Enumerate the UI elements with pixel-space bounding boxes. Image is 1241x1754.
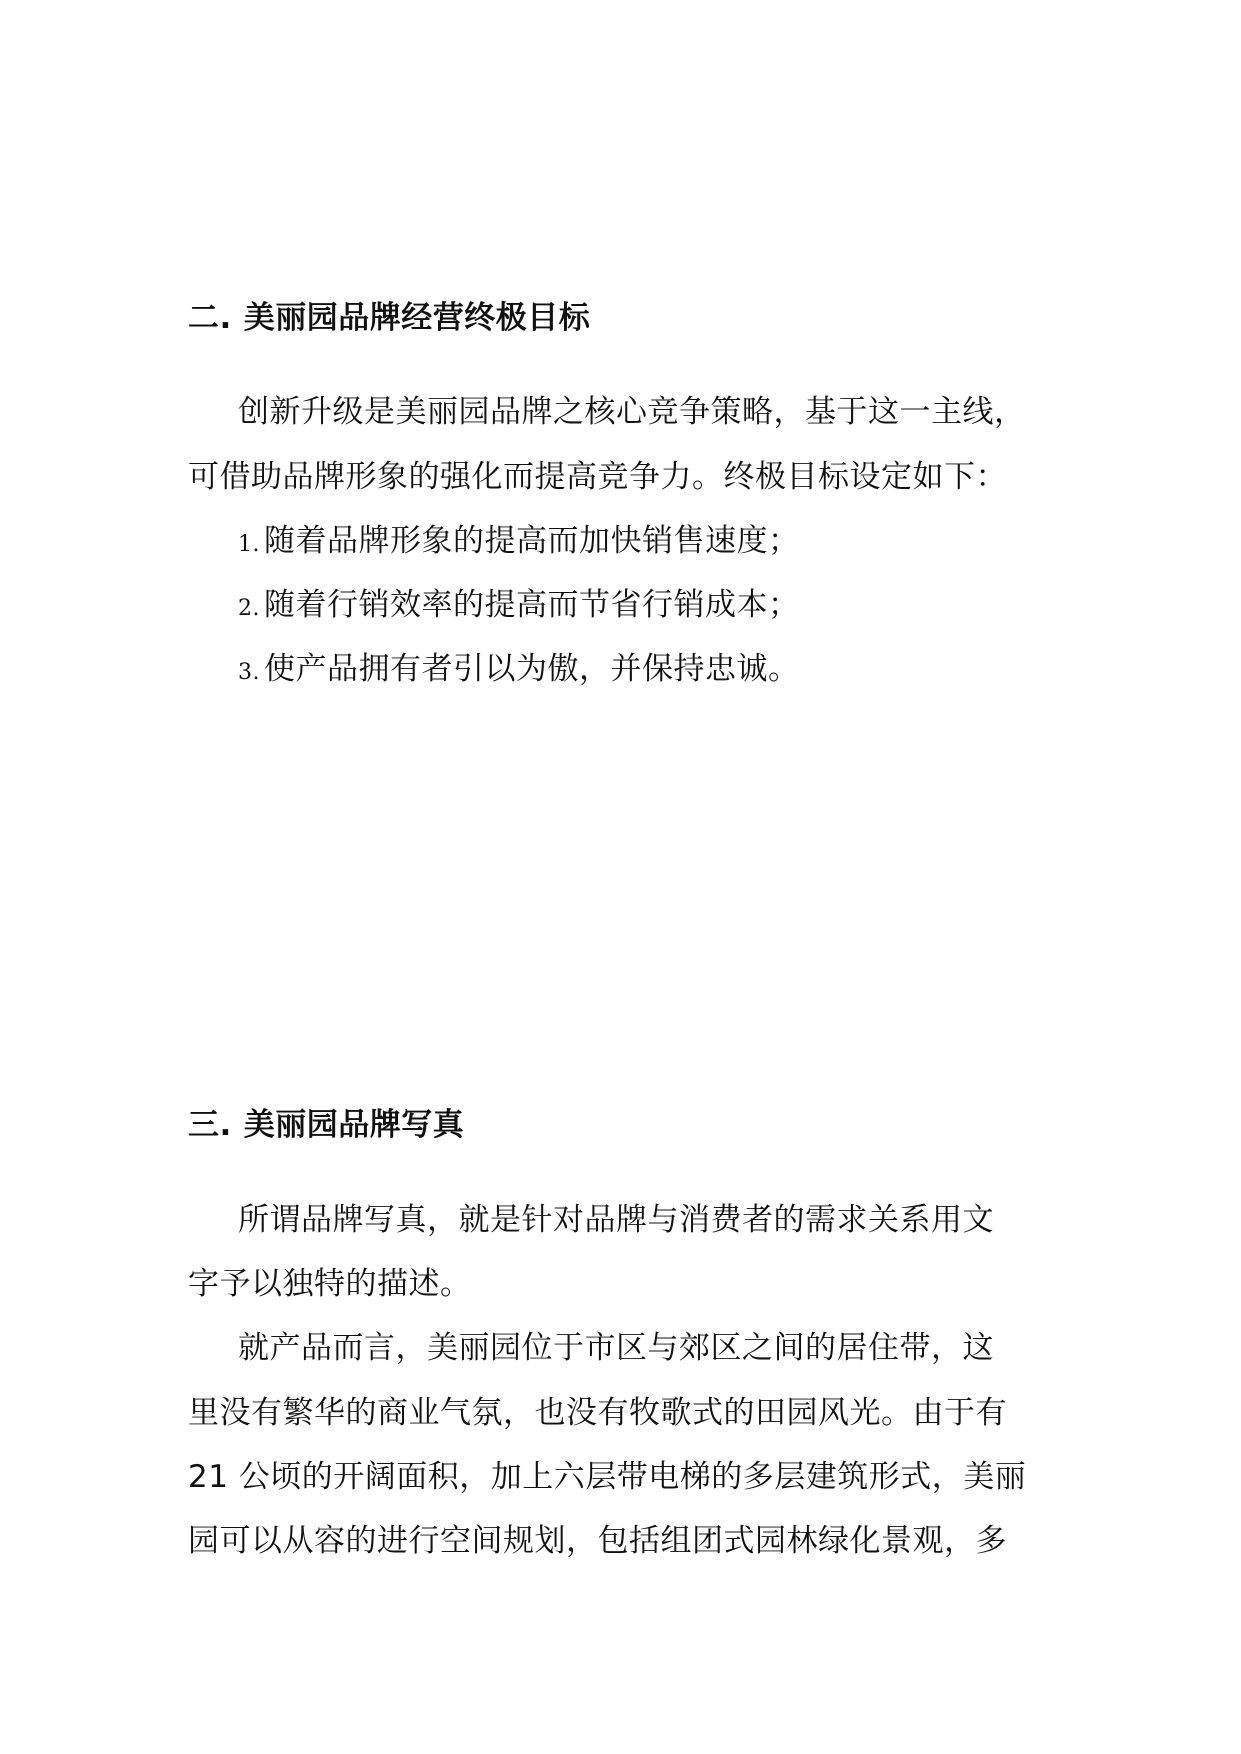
paragraph-line: 就产品而言，美丽园位于市区与郊区之间的居住带，这 <box>238 1330 994 1366</box>
paragraph-line: 字予以独特的描述。 <box>188 1266 472 1302</box>
paragraph-line: 21 公顷的开阔面积，加上六层带电梯的多层建筑形式，美丽 <box>188 1459 1027 1495</box>
section-number: 二. <box>188 300 232 336</box>
list-marker: 3. <box>238 660 260 685</box>
paragraph-line: 园可以从容的进行空间规划，包括组团式园林绿化景观，多 <box>188 1523 1007 1559</box>
list-item <box>238 585 800 629</box>
section-title: 美丽园品牌写真 <box>243 1107 465 1143</box>
paragraph-line: 创新升级是美丽园品牌之核心竞争策略，基于这一主线， <box>238 394 1026 430</box>
list-item <box>238 649 800 693</box>
list-item-text: 随着品牌形象的提高而加快销售速度； <box>264 523 800 559</box>
section-number: 三. <box>188 1107 232 1143</box>
list-item-text: 随着行销效率的提高而节省行销成本； <box>264 587 800 623</box>
list-item <box>238 521 800 565</box>
list-marker: 2. <box>238 596 260 621</box>
list-marker: 1. <box>238 532 260 557</box>
paragraph-line: 里没有繁华的商业气氛，也没有牧歌式的田园风光。由于有 <box>188 1395 1007 1431</box>
paragraph-line: 可借助品牌形象的强化而提高竞争力。终极目标设定如下： <box>188 459 1007 495</box>
paragraph-line: 所谓品牌写真，就是针对品牌与消费者的需求关系用文 <box>238 1202 994 1238</box>
section-heading-3 <box>188 1105 464 1145</box>
section-heading-2 <box>188 298 590 338</box>
section-title: 美丽园品牌经营终极目标 <box>243 300 591 336</box>
list-item-text: 使产品拥有者引以为傲，并保持忠诚。 <box>264 651 800 687</box>
